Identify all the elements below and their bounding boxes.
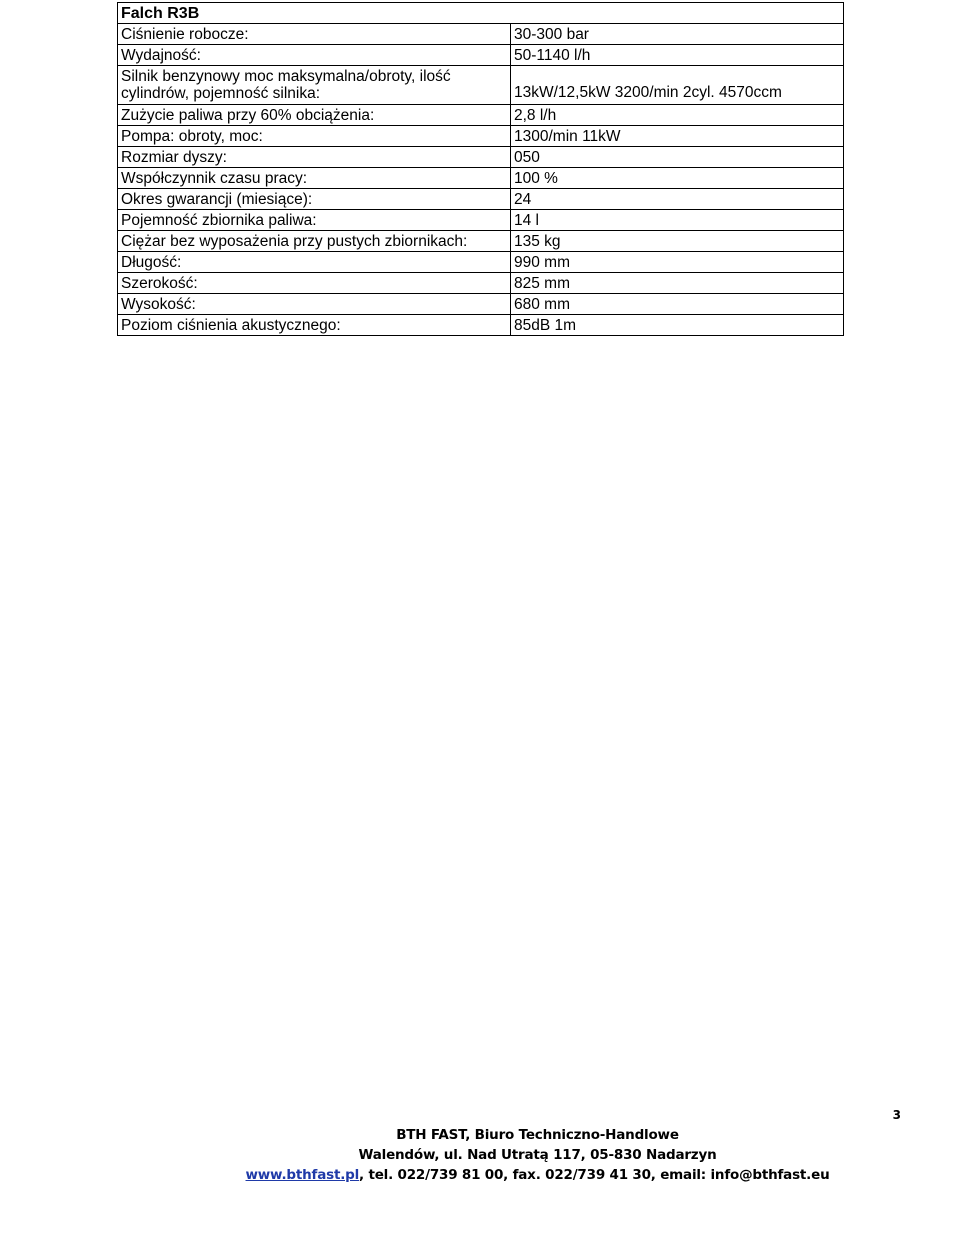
spec-value: 2,8 l/h <box>511 105 844 126</box>
table-row <box>118 189 844 210</box>
spec-value: 14 l <box>511 210 844 231</box>
spec-value: 1300/min 11kW <box>511 126 844 147</box>
spec-label: Ciśnienie robocze: <box>118 24 511 45</box>
spec-label: Długość: <box>118 252 511 273</box>
footer <box>0 1125 960 1185</box>
table-row <box>118 24 844 45</box>
table-row <box>118 273 844 294</box>
table-row <box>118 231 844 252</box>
table-row <box>118 147 844 168</box>
table-row <box>118 126 844 147</box>
footer-address: Walendów, ul. Nad Utratą 117, 05-830 Nadarzyn <box>358 1147 717 1163</box>
table-row <box>118 294 844 315</box>
table-row <box>118 252 844 273</box>
spec-value: 825 mm <box>511 273 844 294</box>
spec-label: Współczynnik czasu pracy: <box>118 168 511 189</box>
spec-value: 85dB 1m <box>511 315 844 336</box>
table-row <box>118 168 844 189</box>
spec-label: Zużycie paliwa przy 60% obciążenia: <box>118 105 511 126</box>
spec-value: 100 % <box>511 168 844 189</box>
spec-label: Wysokość: <box>118 294 511 315</box>
spec-label: Szerokość: <box>118 273 511 294</box>
table-row <box>118 105 844 126</box>
footer-company: BTH FAST, Biuro Techniczno-Handlowe <box>396 1127 679 1143</box>
table-row <box>118 45 844 66</box>
spec-label: Okres gwarancji (miesiące): <box>118 189 511 210</box>
spec-value: 24 <box>511 189 844 210</box>
spec-value: 990 mm <box>511 252 844 273</box>
spec-value: 135 kg <box>511 231 844 252</box>
spec-label: Pojemność zbiornika paliwa: <box>118 210 511 231</box>
footer-contact-line <box>0 1165 960 1185</box>
page-number: 3 <box>892 1108 901 1122</box>
spec-label: Wydajność: <box>118 45 511 66</box>
table-row <box>118 315 844 336</box>
spec-value: 050 <box>511 147 844 168</box>
table-title-row <box>118 3 844 24</box>
spec-value: 13kW/12,5kW 3200/min 2cyl. 4570ccm <box>511 66 844 105</box>
spec-label: Ciężar bez wyposażenia przy pustych zbiornikach: <box>118 231 511 252</box>
spec-table <box>117 2 844 336</box>
footer-contact: , tel. 022/739 81 00, fax. 022/739 41 30, email: info@bthfast.eu <box>359 1167 830 1183</box>
table-row <box>118 210 844 231</box>
table-title: Falch R3B <box>118 3 844 24</box>
website-link[interactable]: www.bthfast.pl <box>245 1167 360 1183</box>
table-row <box>118 66 844 105</box>
spec-label: Rozmiar dyszy: <box>118 147 511 168</box>
spec-label: Silnik benzynowy moc maksymalna/obroty, ilość cylindrów, pojemność silnika: <box>118 66 511 105</box>
spec-label: Poziom ciśnienia akustycznego: <box>118 315 511 336</box>
spec-label: Pompa: obroty, moc: <box>118 126 511 147</box>
spec-value: 680 mm <box>511 294 844 315</box>
spec-value: 50-1140 l/h <box>511 45 844 66</box>
spec-value: 30-300 bar <box>511 24 844 45</box>
